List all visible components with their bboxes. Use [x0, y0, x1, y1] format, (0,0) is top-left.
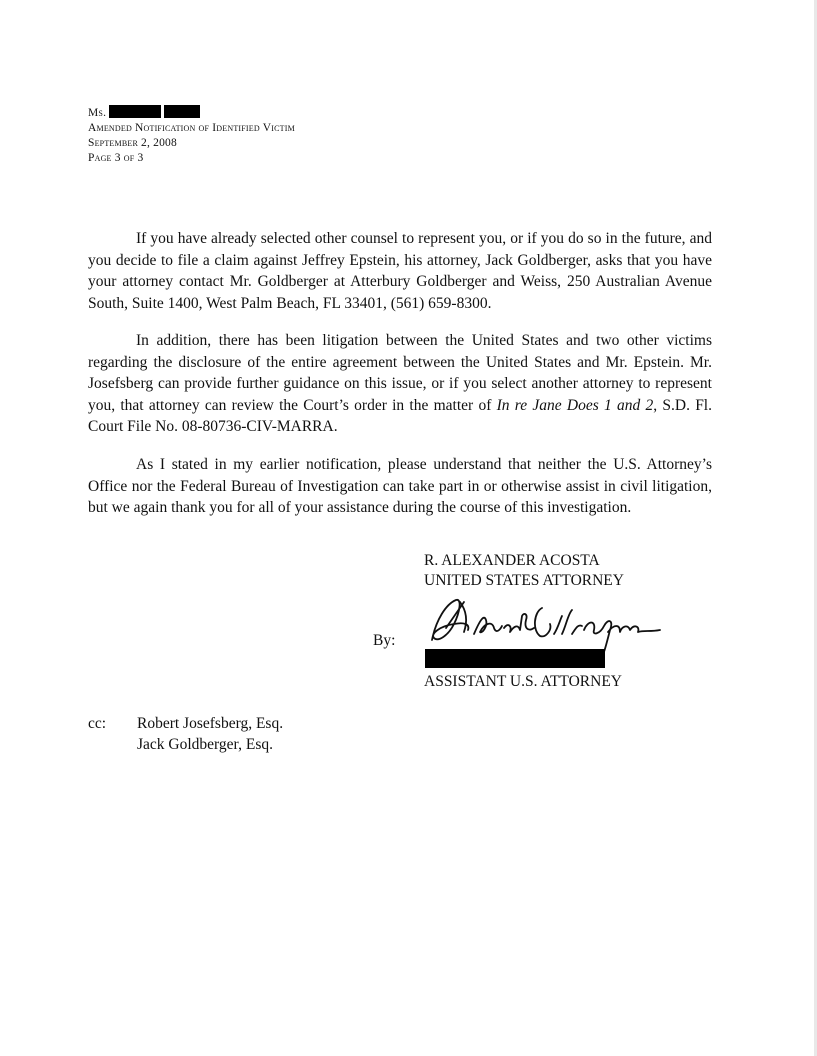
signer-title: ASSISTANT U.S. ATTORNEY [424, 673, 622, 690]
cc-recipient: Robert Josefsberg, Esq. [137, 715, 284, 732]
salutation: Ms. [88, 107, 107, 119]
paragraph-2: In addition, there has been litigation between the United States and two other victims regarding the disclosure of the entire agreement between the United States and Mr. Epstein. Mr. Josefsberg can provide further guidance on this issue, or if you select another attorney to represent you, that attorney can review the Court’s order in the matter of In re Jane Does 1 and 2, S.D. Fl. Court File No. 08-80736-CIV-MARRA. [88, 332, 712, 435]
letter-date: September 2, 2008 [88, 137, 177, 149]
cc-list [137, 713, 283, 755]
signatory-name: R. ALEXANDER ACOSTA [424, 552, 600, 569]
redaction-bar [109, 105, 161, 118]
page-number: Page 3 of 3 [88, 152, 144, 164]
redaction-bar [164, 105, 200, 118]
by-label: By: [373, 632, 396, 649]
cc-label: cc: [88, 715, 107, 732]
signatory-title: UNITED STATES ATTORNEY [424, 572, 624, 589]
cc-recipient: Jack Goldberger, Esq. [137, 736, 273, 753]
paragraph-1: If you have already selected other counsel to represent you, or if you do so in the future, and you decide to file a claim against Jeffrey Epstein, his attorney, Jack Goldberger, asks that you have your attorney contact Mr. Goldberger at Atterbury Goldberger and Weiss, 250 Australian Avenue South, Suite 1400, West Palm Beach, FL 33401, (561) 659-8300. [88, 230, 712, 312]
salutation-line [88, 105, 295, 121]
paragraph-3: As I stated in my earlier notification, please understand that neither the U.S. Attorney’s Office nor the Federal Bureau of Investigation can take part in or otherwise assist in civil litigation, but we again thank you for all of your assistance during the course of this investigation. [88, 456, 712, 516]
signature-block [424, 551, 624, 591]
redacted-signer-name [425, 649, 605, 668]
subject-line: Amended Notification of Identified Victim [88, 122, 295, 134]
case-name: In re Jane Does 1 and 2 [496, 396, 654, 414]
letter-header [88, 105, 295, 166]
